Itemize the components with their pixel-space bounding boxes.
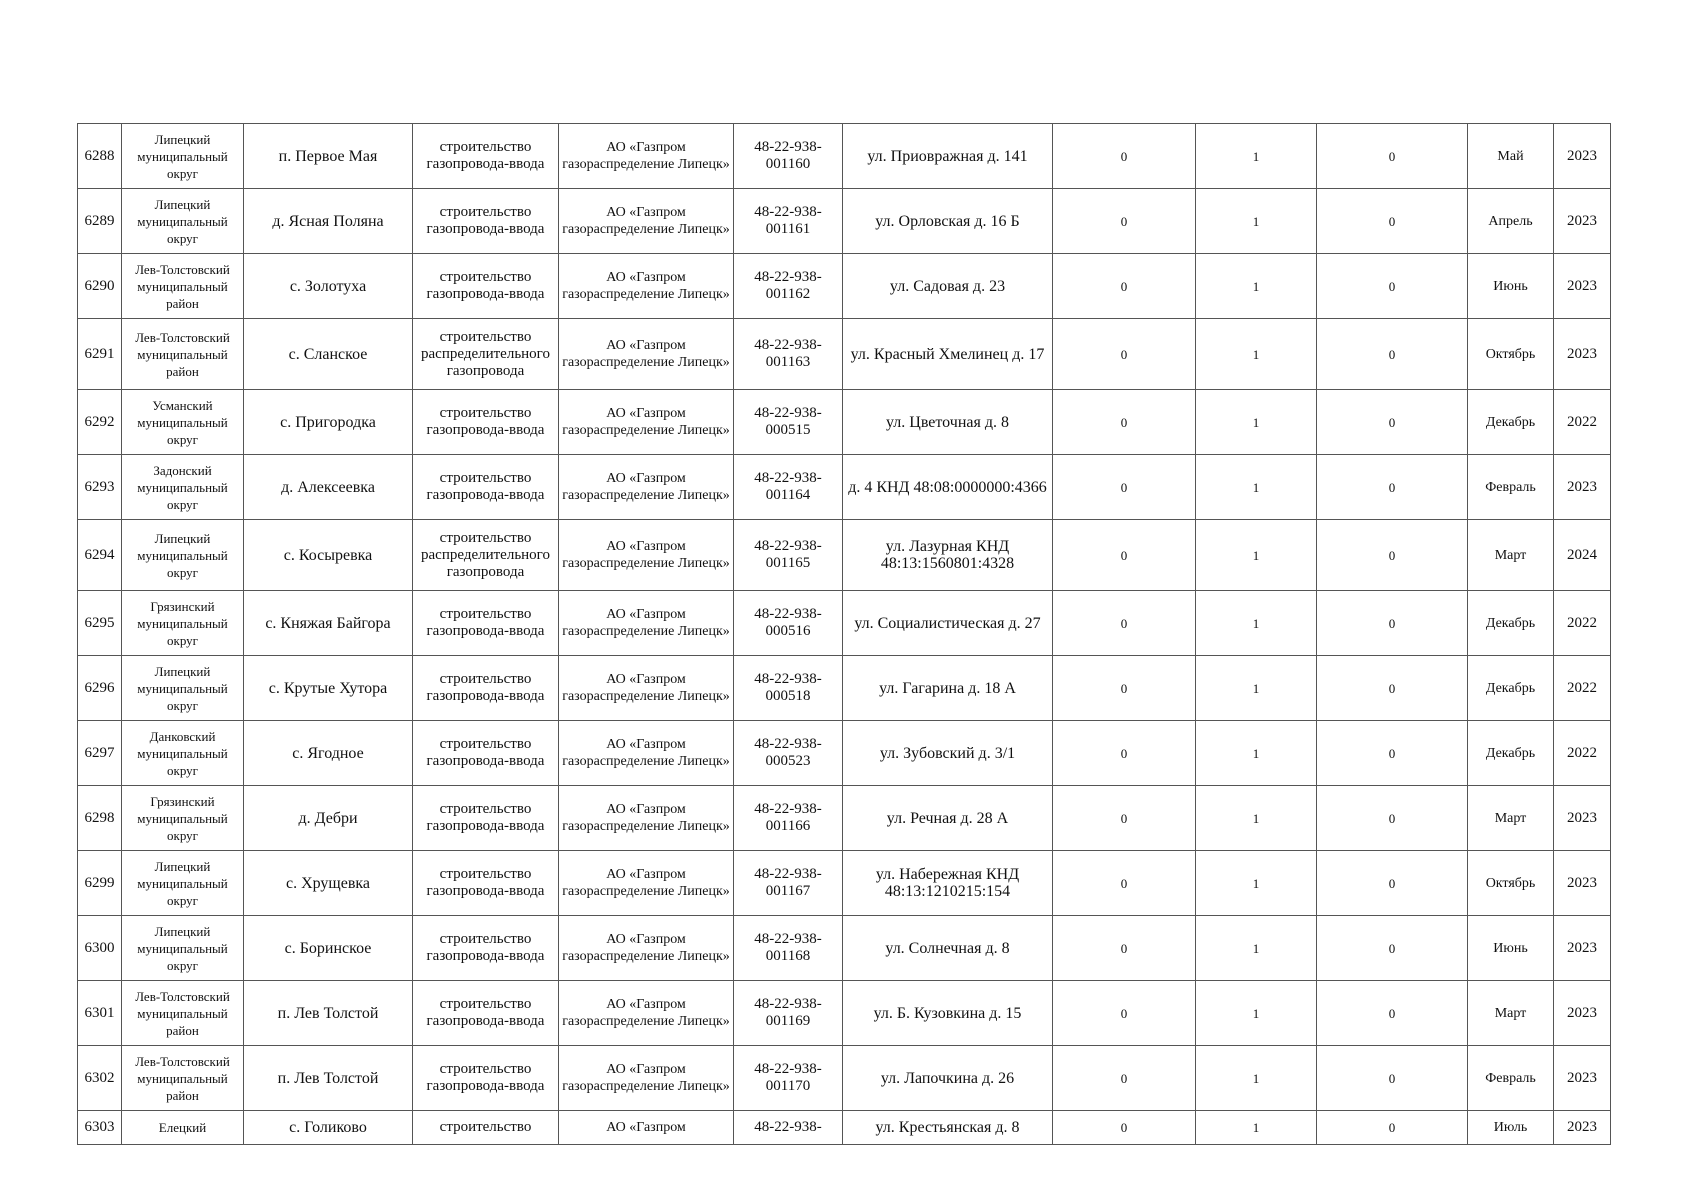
object-id-cell: 48-22-938-000518 (734, 656, 843, 721)
value-1-cell: 0 (1053, 390, 1196, 455)
settlement-cell: с. Боринское (244, 916, 413, 981)
organization-cell: АО «Газпром газораспределение Липецк» (559, 124, 734, 189)
address-cell: ул. Б. Кузовкина д. 15 (843, 981, 1053, 1046)
value-3-cell: 0 (1317, 520, 1468, 591)
settlement-cell: с. Хрущевка (244, 851, 413, 916)
year-cell: 2022 (1554, 721, 1611, 786)
value-2-cell: 1 (1196, 254, 1317, 319)
object-id-cell: 48-22-938-001164 (734, 455, 843, 520)
settlement-cell: с. Косыревка (244, 520, 413, 591)
value-1-cell: 0 (1053, 189, 1196, 254)
address-cell: ул. Красный Хмелинец д. 17 (843, 319, 1053, 390)
month-cell: Март (1468, 786, 1554, 851)
table-row (78, 520, 1611, 591)
organization-cell: АО «Газпром газораспределение Липецк» (559, 981, 734, 1046)
district-cell: Липецкий муниципальный округ (122, 520, 244, 591)
organization-cell: АО «Газпром газораспределение Липецк» (559, 520, 734, 591)
value-1-cell: 0 (1053, 1111, 1196, 1145)
work-type-cell: строительство газопровода-ввода (413, 390, 559, 455)
row-number-cell: 6301 (78, 981, 122, 1046)
settlement-cell: д. Ясная Поляна (244, 189, 413, 254)
address-cell: ул. Речная д. 28 А (843, 786, 1053, 851)
object-id-cell: 48-22-938-001161 (734, 189, 843, 254)
row-number-cell: 6288 (78, 124, 122, 189)
district-cell: Липецкий муниципальный округ (122, 656, 244, 721)
work-type-cell: строительство (413, 1111, 559, 1145)
address-cell: ул. Социалистическая д. 27 (843, 591, 1053, 656)
settlement-cell: с. Сланское (244, 319, 413, 390)
object-id-cell: 48-22-938-000515 (734, 390, 843, 455)
organization-cell: АО «Газпром газораспределение Липецк» (559, 189, 734, 254)
settlement-cell: п. Первое Мая (244, 124, 413, 189)
organization-cell: АО «Газпром газораспределение Липецк» (559, 786, 734, 851)
value-1-cell: 0 (1053, 916, 1196, 981)
month-cell: Декабрь (1468, 591, 1554, 656)
settlement-cell: с. Крутые Хутора (244, 656, 413, 721)
organization-cell: АО «Газпром газораспределение Липецк» (559, 1046, 734, 1111)
address-cell: ул. Лазурная КНД 48:13:1560801:4328 (843, 520, 1053, 591)
value-1-cell: 0 (1053, 851, 1196, 916)
month-cell: Март (1468, 981, 1554, 1046)
row-number-cell: 6300 (78, 916, 122, 981)
month-cell: Октябрь (1468, 851, 1554, 916)
address-cell: ул. Цветочная д. 8 (843, 390, 1053, 455)
object-id-cell: 48-22-938-001167 (734, 851, 843, 916)
value-3-cell: 0 (1317, 981, 1468, 1046)
address-cell: ул. Солнечная д. 8 (843, 916, 1053, 981)
address-cell: ул. Орловская д. 16 Б (843, 189, 1053, 254)
month-cell: Март (1468, 520, 1554, 591)
value-3-cell: 0 (1317, 656, 1468, 721)
district-cell: Елецкий (122, 1111, 244, 1145)
gasification-table (77, 123, 1611, 1145)
row-number-cell: 6299 (78, 851, 122, 916)
value-1-cell: 0 (1053, 455, 1196, 520)
organization-cell: АО «Газпром газораспределение Липецк» (559, 656, 734, 721)
month-cell: Декабрь (1468, 721, 1554, 786)
value-2-cell: 1 (1196, 1111, 1317, 1145)
address-cell: д. 4 КНД 48:08:0000000:4366 (843, 455, 1053, 520)
organization-cell: АО «Газпром газораспределение Липецк» (559, 851, 734, 916)
district-cell: Задонский муниципальный округ (122, 455, 244, 520)
settlement-cell: д. Дебри (244, 786, 413, 851)
value-1-cell: 0 (1053, 254, 1196, 319)
value-2-cell: 1 (1196, 721, 1317, 786)
work-type-cell: строительство газопровода-ввода (413, 254, 559, 319)
organization-cell: АО «Газпром газораспределение Липецк» (559, 254, 734, 319)
work-type-cell: строительство газопровода-ввода (413, 656, 559, 721)
organization-cell: АО «Газпром газораспределение Липецк» (559, 390, 734, 455)
table-row (78, 124, 1611, 189)
work-type-cell: строительство газопровода-ввода (413, 124, 559, 189)
value-1-cell: 0 (1053, 124, 1196, 189)
value-3-cell: 0 (1317, 189, 1468, 254)
object-id-cell: 48-22-938-001163 (734, 319, 843, 390)
table-row (78, 455, 1611, 520)
month-cell: Февраль (1468, 455, 1554, 520)
row-number-cell: 6293 (78, 455, 122, 520)
year-cell: 2024 (1554, 520, 1611, 591)
table-row (78, 851, 1611, 916)
object-id-cell: 48-22-938-001165 (734, 520, 843, 591)
address-cell: ул. Лапочкина д. 26 (843, 1046, 1053, 1111)
organization-cell: АО «Газпром газораспределение Липецк» (559, 916, 734, 981)
object-id-cell: 48-22-938-001166 (734, 786, 843, 851)
organization-cell: АО «Газпром газораспределение Липецк» (559, 455, 734, 520)
value-2-cell: 1 (1196, 786, 1317, 851)
settlement-cell: с. Голиково (244, 1111, 413, 1145)
year-cell: 2023 (1554, 916, 1611, 981)
work-type-cell: строительство газопровода-ввода (413, 455, 559, 520)
year-cell: 2022 (1554, 656, 1611, 721)
year-cell: 2022 (1554, 390, 1611, 455)
object-id-cell: 48-22-938-000523 (734, 721, 843, 786)
value-1-cell: 0 (1053, 520, 1196, 591)
table-row (78, 254, 1611, 319)
district-cell: Липецкий муниципальный округ (122, 916, 244, 981)
work-type-cell: строительство газопровода-ввода (413, 786, 559, 851)
year-cell: 2022 (1554, 591, 1611, 656)
district-cell: Усманский муниципальный округ (122, 390, 244, 455)
value-3-cell: 0 (1317, 1046, 1468, 1111)
table-row (78, 1046, 1611, 1111)
district-cell: Грязинский муниципальный округ (122, 591, 244, 656)
organization-cell: АО «Газпром газораспределение Липецк» (559, 319, 734, 390)
district-cell: Лев-Толстовский муниципальный район (122, 254, 244, 319)
table-row (78, 591, 1611, 656)
value-1-cell: 0 (1053, 1046, 1196, 1111)
table-row (78, 916, 1611, 981)
value-3-cell: 0 (1317, 721, 1468, 786)
row-number-cell: 6296 (78, 656, 122, 721)
row-number-cell: 6297 (78, 721, 122, 786)
table-row (78, 189, 1611, 254)
month-cell: Июнь (1468, 916, 1554, 981)
value-3-cell: 0 (1317, 124, 1468, 189)
row-number-cell: 6303 (78, 1111, 122, 1145)
table-row (78, 721, 1611, 786)
district-cell: Данковский муниципальный округ (122, 721, 244, 786)
month-cell: Декабрь (1468, 390, 1554, 455)
value-2-cell: 1 (1196, 319, 1317, 390)
work-type-cell: строительство газопровода-ввода (413, 916, 559, 981)
object-id-cell: 48-22-938-001170 (734, 1046, 843, 1111)
value-1-cell: 0 (1053, 591, 1196, 656)
object-id-cell: 48-22-938- (734, 1111, 843, 1145)
object-id-cell: 48-22-938-001169 (734, 981, 843, 1046)
year-cell: 2023 (1554, 124, 1611, 189)
table-row (78, 319, 1611, 390)
work-type-cell: строительство газопровода-ввода (413, 1046, 559, 1111)
month-cell: Октябрь (1468, 319, 1554, 390)
year-cell: 2023 (1554, 786, 1611, 851)
district-cell: Лев-Толстовский муниципальный район (122, 981, 244, 1046)
value-2-cell: 1 (1196, 520, 1317, 591)
object-id-cell: 48-22-938-000516 (734, 591, 843, 656)
table-body (78, 124, 1611, 1145)
value-2-cell: 1 (1196, 124, 1317, 189)
object-id-cell: 48-22-938-001168 (734, 916, 843, 981)
year-cell: 2023 (1554, 981, 1611, 1046)
district-cell: Лев-Толстовский муниципальный район (122, 1046, 244, 1111)
value-3-cell: 0 (1317, 455, 1468, 520)
value-2-cell: 1 (1196, 390, 1317, 455)
table-row (78, 981, 1611, 1046)
work-type-cell: строительство распределительного газопровода (413, 319, 559, 390)
value-3-cell: 0 (1317, 786, 1468, 851)
row-number-cell: 6292 (78, 390, 122, 455)
object-id-cell: 48-22-938-001160 (734, 124, 843, 189)
settlement-cell: с. Пригородка (244, 390, 413, 455)
value-2-cell: 1 (1196, 189, 1317, 254)
settlement-cell: с. Ягодное (244, 721, 413, 786)
month-cell: Декабрь (1468, 656, 1554, 721)
month-cell: Июнь (1468, 254, 1554, 319)
value-1-cell: 0 (1053, 786, 1196, 851)
address-cell: ул. Приовражная д. 141 (843, 124, 1053, 189)
year-cell: 2023 (1554, 455, 1611, 520)
month-cell: Февраль (1468, 1046, 1554, 1111)
value-1-cell: 0 (1053, 656, 1196, 721)
year-cell: 2023 (1554, 319, 1611, 390)
month-cell: Апрель (1468, 189, 1554, 254)
district-cell: Липецкий муниципальный округ (122, 851, 244, 916)
address-cell: ул. Зубовский д. 3/1 (843, 721, 1053, 786)
row-number-cell: 6302 (78, 1046, 122, 1111)
year-cell: 2023 (1554, 1046, 1611, 1111)
district-cell: Липецкий муниципальный округ (122, 189, 244, 254)
value-1-cell: 0 (1053, 319, 1196, 390)
year-cell: 2023 (1554, 1111, 1611, 1145)
year-cell: 2023 (1554, 189, 1611, 254)
table-row (78, 656, 1611, 721)
value-3-cell: 0 (1317, 916, 1468, 981)
address-cell: ул. Гагарина д. 18 А (843, 656, 1053, 721)
value-3-cell: 0 (1317, 319, 1468, 390)
work-type-cell: строительство распределительного газопровода (413, 520, 559, 591)
row-number-cell: 6291 (78, 319, 122, 390)
work-type-cell: строительство газопровода-ввода (413, 851, 559, 916)
value-2-cell: 1 (1196, 1046, 1317, 1111)
address-cell: ул. Набережная КНД 48:13:1210215:154 (843, 851, 1053, 916)
value-2-cell: 1 (1196, 916, 1317, 981)
object-id-cell: 48-22-938-001162 (734, 254, 843, 319)
address-cell: ул. Садовая д. 23 (843, 254, 1053, 319)
month-cell: Май (1468, 124, 1554, 189)
value-2-cell: 1 (1196, 851, 1317, 916)
value-2-cell: 1 (1196, 656, 1317, 721)
value-2-cell: 1 (1196, 591, 1317, 656)
settlement-cell: с. Золотуха (244, 254, 413, 319)
settlement-cell: п. Лев Толстой (244, 981, 413, 1046)
table-row (78, 1111, 1611, 1145)
organization-cell: АО «Газпром (559, 1111, 734, 1145)
organization-cell: АО «Газпром газораспределение Липецк» (559, 591, 734, 656)
district-cell: Липецкий муниципальный округ (122, 124, 244, 189)
value-3-cell: 0 (1317, 254, 1468, 319)
year-cell: 2023 (1554, 851, 1611, 916)
value-3-cell: 0 (1317, 591, 1468, 656)
value-3-cell: 0 (1317, 390, 1468, 455)
value-3-cell: 0 (1317, 1111, 1468, 1145)
month-cell: Июль (1468, 1111, 1554, 1145)
table-row (78, 786, 1611, 851)
value-1-cell: 0 (1053, 981, 1196, 1046)
work-type-cell: строительство газопровода-ввода (413, 189, 559, 254)
district-cell: Лев-Толстовский муниципальный район (122, 319, 244, 390)
settlement-cell: д. Алексеевка (244, 455, 413, 520)
work-type-cell: строительство газопровода-ввода (413, 981, 559, 1046)
value-1-cell: 0 (1053, 721, 1196, 786)
value-2-cell: 1 (1196, 981, 1317, 1046)
value-3-cell: 0 (1317, 851, 1468, 916)
organization-cell: АО «Газпром газораспределение Липецк» (559, 721, 734, 786)
work-type-cell: строительство газопровода-ввода (413, 591, 559, 656)
settlement-cell: п. Лев Толстой (244, 1046, 413, 1111)
value-2-cell: 1 (1196, 455, 1317, 520)
table-row (78, 390, 1611, 455)
district-cell: Грязинский муниципальный округ (122, 786, 244, 851)
row-number-cell: 6290 (78, 254, 122, 319)
row-number-cell: 6294 (78, 520, 122, 591)
work-type-cell: строительство газопровода-ввода (413, 721, 559, 786)
row-number-cell: 6289 (78, 189, 122, 254)
year-cell: 2023 (1554, 254, 1611, 319)
row-number-cell: 6295 (78, 591, 122, 656)
settlement-cell: с. Княжая Байгора (244, 591, 413, 656)
row-number-cell: 6298 (78, 786, 122, 851)
address-cell: ул. Крестьянская д. 8 (843, 1111, 1053, 1145)
